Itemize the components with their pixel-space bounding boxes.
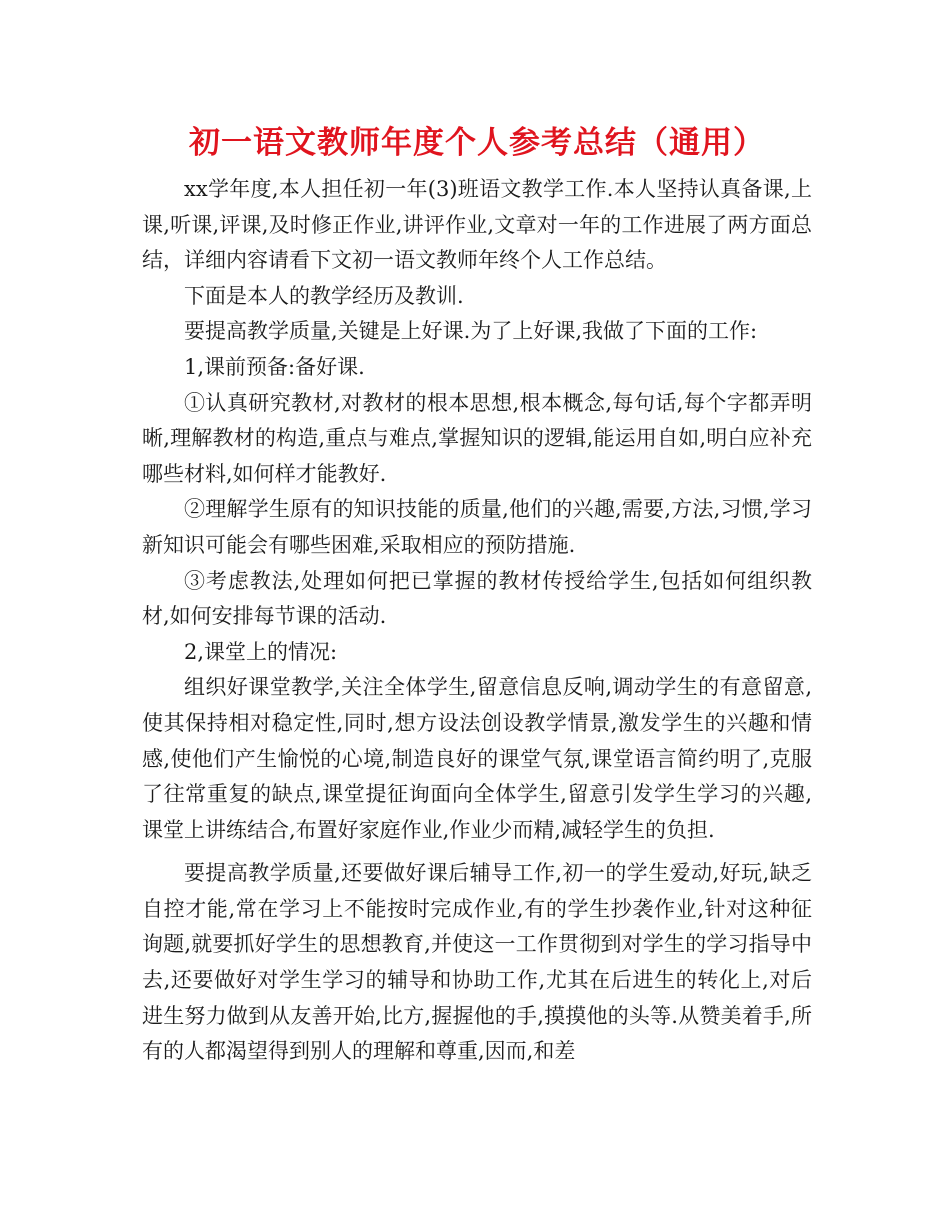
paragraph-item-2: ②理解学生原有的知识技能的质量,他们的兴趣,需要,方法,习惯,学习新知识可能会有哪些困难,采取相应的预防措施. bbox=[142, 497, 812, 557]
document-page bbox=[142, 118, 812, 1070]
paragraph-item-1: ①认真研究教材,对教材的根本思想,根本概念,每句话,每个字都弄明晰,理解教材的构造,重点与难点,掌握知识的逻辑,能运用自如,明白应补充哪些材料,如何样才能教好. bbox=[142, 390, 812, 486]
paragraph-after-class: 要提高教学质量,还要做好课后辅导工作,初一的学生爱动,好玩,缺乏自控才能,常在学习上不能按时完成作业,有的学生抄袭作业,针对这种征询题,就要抓好学生的思想教育,并使这一工作贯彻到对学生的学习指导中去,还要做好对学生学习的辅导和协助工作,尤其在后进生的转化上,对后进生努力做到从友善开始,比方,握握他的手,摸摸他的头等.从赞美着手,所有的人都渴望得到别人的理解和尊重,因而,和差 bbox=[142, 861, 812, 1064]
paragraph-intro: xx学年度,本人担任初一年(3)班语文教学工作.本人坚持认真备课,上课,听课,评课,及时修正作业,讲评作业,文章对一年的工作进展了两方面总结，详细内容请看下文初一语文教师年终个人工作总结。 bbox=[142, 177, 812, 273]
paragraph-quality-key: 要提高教学质量,关键是上好课.为了上好课,我做了下面的工作: bbox=[184, 319, 758, 344]
paragraph-section-1: 1,课前预备:备好课. bbox=[184, 354, 365, 379]
paragraph-section-2: 2,课堂上的情况: bbox=[184, 639, 338, 664]
paragraph-item-3: ③考虑教法,处理如何把已掌握的教材传授给学生,包括如何组织教材,如何安排每节课的活动. bbox=[142, 568, 812, 629]
document-title: 初一语文教师年度个人参考总结（通用） bbox=[189, 125, 765, 161]
paragraph-classroom: 组织好课堂教学,关注全体学生,留意信息反响,调动学生的有意留意,使其保持相对稳定性,同时,想方设法创设教学情景,激发学生的兴趣和情感,使他们产生愉悦的心境,制造良好的课堂气氛,课堂语言简约明了,克服了往常重复的缺点,课堂提征询面向全体学生,留意引发学生学习的兴趣,课堂上讲练结合,布置好家庭作业,作业少而精,减轻学生的负担. bbox=[142, 675, 812, 842]
paragraph-experience: 下面是本人的教学经历及教训. bbox=[184, 283, 464, 308]
